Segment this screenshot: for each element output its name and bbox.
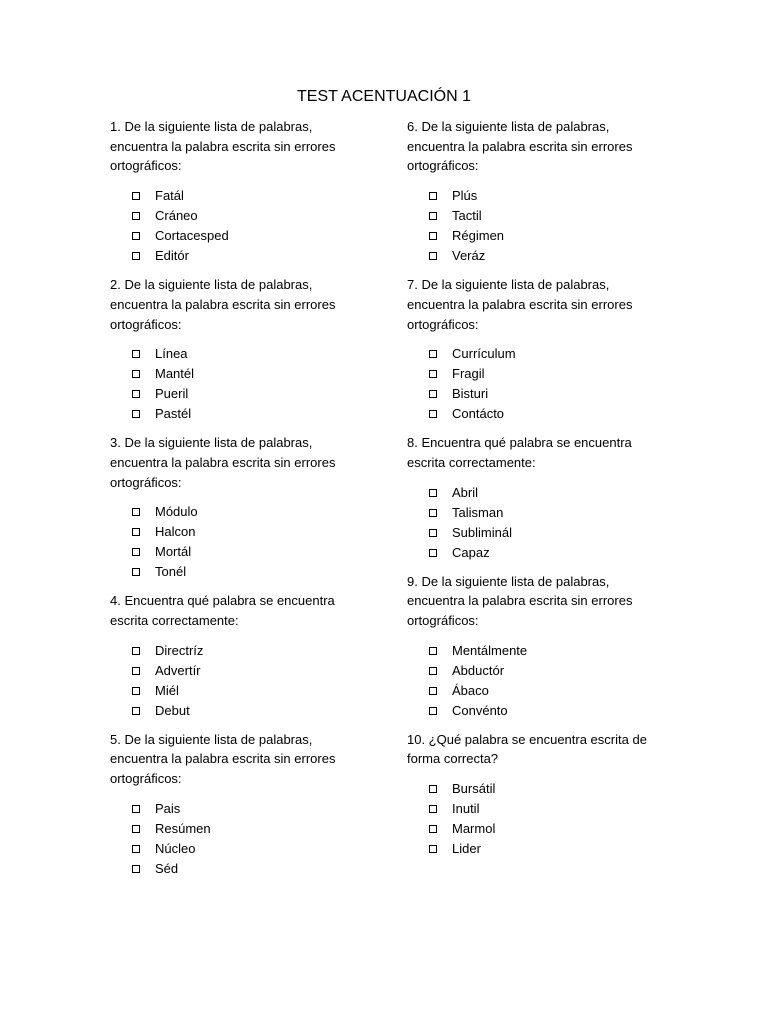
option-label: Pueril [155, 386, 189, 402]
option-label: Editór [155, 248, 189, 264]
question-prompt: 7. De la siguiente lista de palabras, encuentra la palabra escrita sin errores ortográficos: [407, 277, 633, 332]
option-item[interactable] [429, 226, 667, 246]
option-label: Fragil [452, 366, 485, 382]
checkbox[interactable] [429, 390, 437, 398]
right-column [407, 117, 667, 868]
checkbox[interactable] [429, 707, 437, 715]
option-item[interactable] [132, 819, 370, 839]
checkbox[interactable] [132, 568, 140, 576]
checkbox[interactable] [132, 707, 140, 715]
option-item[interactable] [429, 186, 667, 206]
option-label: Subliminál [452, 524, 512, 540]
question-5 [110, 730, 370, 879]
checkbox[interactable] [429, 845, 437, 853]
option-label: Séd [155, 860, 179, 876]
checkbox[interactable] [132, 865, 140, 873]
option-label: Plús [452, 188, 478, 204]
option-label: Tonél [155, 564, 187, 580]
option-list [407, 483, 667, 563]
option-item[interactable] [132, 186, 370, 206]
option-item[interactable] [132, 641, 370, 661]
option-item[interactable] [429, 839, 667, 859]
option-item[interactable] [132, 502, 370, 522]
checkbox[interactable] [132, 350, 140, 358]
option-item[interactable] [132, 226, 370, 246]
option-label: Ábaco [452, 682, 489, 698]
checkbox[interactable] [132, 370, 140, 378]
option-item[interactable] [429, 523, 667, 543]
option-item[interactable] [132, 522, 370, 542]
option-item[interactable] [132, 859, 370, 879]
option-item[interactable] [429, 701, 667, 721]
option-label: Currículum [452, 346, 516, 362]
option-list [407, 186, 667, 266]
checkbox[interactable] [132, 212, 140, 220]
option-item[interactable] [132, 404, 370, 424]
checkbox[interactable] [132, 410, 140, 418]
checkbox[interactable] [132, 252, 140, 260]
option-list [110, 502, 370, 582]
option-item[interactable] [132, 562, 370, 582]
option-item[interactable] [132, 839, 370, 859]
checkbox[interactable] [429, 192, 437, 200]
checkbox[interactable] [132, 528, 140, 536]
option-item[interactable] [429, 543, 667, 563]
option-label: Mortál [155, 544, 192, 560]
option-label: Capaz [452, 544, 490, 560]
option-label: Tactil [452, 208, 482, 224]
option-label: Pastél [155, 406, 192, 422]
option-item[interactable] [132, 701, 370, 721]
checkbox[interactable] [429, 805, 437, 813]
option-label: Pais [155, 800, 181, 816]
checkbox[interactable] [132, 232, 140, 240]
option-label: Fatál [155, 188, 184, 204]
checkbox[interactable] [429, 350, 437, 358]
option-item[interactable] [132, 799, 370, 819]
checkbox[interactable] [132, 192, 140, 200]
option-label: Cortacesped [155, 228, 229, 244]
question-6 [407, 117, 667, 266]
left-column [110, 117, 370, 888]
option-label: Bursátil [452, 781, 496, 797]
option-item[interactable] [429, 206, 667, 226]
question-3 [110, 433, 370, 582]
checkbox[interactable] [132, 825, 140, 833]
checkbox[interactable] [429, 410, 437, 418]
checkbox[interactable] [429, 549, 437, 557]
question-prompt: 2. De la siguiente lista de palabras, encuentra la palabra escrita sin errores ortográficos: [110, 277, 336, 332]
option-label: Mentálmente [452, 642, 528, 658]
option-item[interactable] [429, 661, 667, 681]
option-list [407, 344, 667, 424]
option-label: Abril [452, 484, 479, 500]
option-item[interactable] [429, 483, 667, 503]
question-9 [407, 572, 667, 721]
option-label: Núcleo [155, 840, 196, 856]
checkbox[interactable] [429, 785, 437, 793]
option-label: Contácto [452, 406, 505, 422]
option-label: Halcon [155, 524, 196, 540]
option-item[interactable] [429, 681, 667, 701]
option-list [110, 344, 370, 424]
option-item[interactable] [132, 542, 370, 562]
option-item[interactable] [132, 384, 370, 404]
option-item[interactable] [132, 681, 370, 701]
option-list [110, 641, 370, 721]
question-prompt: 10. ¿Qué palabra se encuentra escrita de forma correcta? [407, 731, 647, 767]
question-prompt: 9. De la siguiente lista de palabras, encuentra la palabra escrita sin errores ortográficos: [407, 573, 633, 629]
option-item[interactable] [429, 344, 667, 364]
checkbox[interactable] [429, 489, 437, 497]
checkbox[interactable] [429, 529, 437, 537]
page-title: TEST ACENTUACIÓN 1 [297, 88, 471, 105]
option-item[interactable] [429, 799, 667, 819]
question-prompt: 1. De la siguiente lista de palabras, encuentra la palabra escrita sin errores ortográficos: [110, 119, 336, 174]
checkbox[interactable] [429, 687, 437, 695]
option-item[interactable] [429, 779, 667, 799]
question-8 [407, 433, 667, 562]
checkbox[interactable] [429, 232, 437, 240]
option-label: Cráneo [155, 208, 198, 224]
option-label: Lider [452, 841, 481, 857]
option-label: Marmol [452, 821, 496, 837]
option-label: Advertír [155, 662, 201, 678]
question-prompt: 5. De la siguiente lista de palabras, encuentra la palabra escrita sin errores ortográficos: [110, 731, 336, 787]
option-list [110, 799, 370, 879]
option-list [407, 779, 667, 859]
question-prompt: 3. De la siguiente lista de palabras, encuentra la palabra escrita sin errores ortográficos: [110, 435, 336, 490]
checkbox[interactable] [132, 508, 140, 516]
option-item[interactable] [132, 364, 370, 384]
checkbox[interactable] [132, 667, 140, 675]
option-item[interactable] [429, 246, 667, 266]
checkbox[interactable] [429, 647, 437, 655]
option-item[interactable] [429, 641, 667, 661]
option-item[interactable] [132, 246, 370, 266]
option-label: Talisman [452, 504, 504, 520]
option-label: Abductór [452, 662, 505, 678]
checkbox[interactable] [429, 509, 437, 517]
option-label: Mantél [155, 366, 195, 382]
option-label: Módulo [155, 504, 198, 520]
checkbox[interactable] [132, 687, 140, 695]
option-item[interactable] [132, 661, 370, 681]
checkbox[interactable] [429, 825, 437, 833]
checkbox[interactable] [132, 390, 140, 398]
question-4 [110, 591, 370, 720]
option-item[interactable] [132, 344, 370, 364]
question-1 [110, 117, 370, 266]
question-7 [407, 275, 667, 424]
checkbox[interactable] [429, 252, 437, 260]
option-list [110, 186, 370, 266]
checkbox[interactable] [429, 667, 437, 675]
question-prompt: 8. Encuentra qué palabra se encuentra escrita correctamente: [407, 435, 632, 470]
option-label: Veráz [452, 248, 486, 264]
option-label: Miél [155, 682, 179, 698]
option-label: Directríz [155, 642, 204, 658]
question-prompt: 6. De la siguiente lista de palabras, encuentra la palabra escrita sin errores ortográficos: [407, 119, 633, 174]
option-item[interactable] [429, 404, 667, 424]
question-prompt: 4. Encuentra qué palabra se encuentra escrita correctamente: [110, 593, 335, 629]
checkbox[interactable] [429, 370, 437, 378]
question-10 [407, 730, 667, 859]
option-label: Bisturi [452, 386, 489, 402]
option-label: Resúmen [155, 820, 211, 836]
option-item[interactable] [429, 384, 667, 404]
option-label: Debut [155, 702, 190, 718]
option-list [407, 641, 667, 721]
option-label: Inutil [452, 801, 480, 817]
checkbox[interactable] [429, 212, 437, 220]
option-item[interactable] [132, 206, 370, 226]
question-2 [110, 275, 370, 424]
option-label: Régimen [452, 228, 505, 244]
checkbox[interactable] [132, 845, 140, 853]
option-label: Línea [155, 346, 188, 362]
option-label: Convénto [452, 702, 508, 718]
checkbox[interactable] [132, 548, 140, 556]
option-item[interactable] [429, 503, 667, 523]
checkbox[interactable] [132, 647, 140, 655]
checkbox[interactable] [132, 805, 140, 813]
option-item[interactable] [429, 819, 667, 839]
option-item[interactable] [429, 364, 667, 384]
